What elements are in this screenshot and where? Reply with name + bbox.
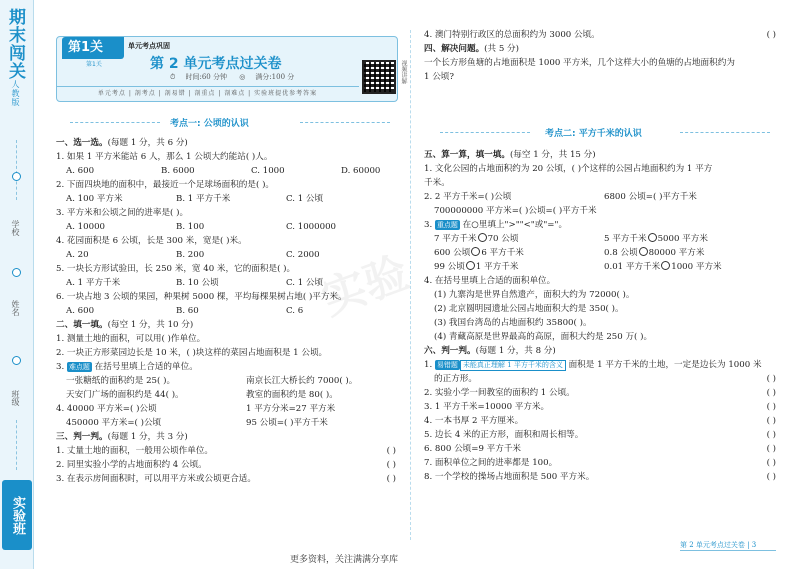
fill-item: 2. 2 平方千米=( )公顷	[424, 192, 512, 202]
compare-circle[interactable]	[639, 247, 648, 256]
compare-right: 5 平方千米 5000 平方米	[604, 234, 708, 244]
section-title: 四、解决问题。	[424, 44, 485, 54]
judge-item	[56, 458, 396, 472]
compare-right: 0.01 平方千米 1000 平方米	[604, 262, 722, 272]
series-title: 期末闯关人教版	[5, 8, 25, 107]
question: 1. 如果 1 平方米能站 6 人，那么 1 公顷大约能站( )人。	[56, 152, 273, 162]
school-field-label: 学校	[11, 220, 20, 236]
judge-text: 3. 在表示房间面积时，可以用平方米或公顷更合适。	[56, 474, 256, 484]
section-heading-kp2: 考点二: 平方千米的认识	[545, 129, 642, 139]
badge-small: 第1关	[86, 61, 102, 68]
fill-item: 一张糖纸的面积约是 25( )。	[66, 376, 176, 386]
section-title: 五、算一算，填一填。	[424, 150, 510, 160]
compare-circle[interactable]	[661, 261, 670, 270]
problem-text: 一个长方形鱼塘的占地面积是 1000 平方米，几个这样大小的鱼塘的占地面积约为	[424, 58, 735, 68]
judge-item	[424, 414, 776, 428]
answer-blank[interactable]: ( )	[766, 402, 776, 412]
right-column-lower	[424, 148, 776, 484]
judge-item	[424, 386, 776, 400]
section-points: (每题 1 分，共 6 分)	[107, 138, 188, 148]
option: C. 1 公顷	[286, 278, 324, 288]
judge-item	[56, 472, 396, 486]
class-field-label: 班级	[11, 390, 20, 406]
answer-blank[interactable]: ( )	[766, 472, 776, 482]
question: 1. 文化公园的占地面积约为 20 公顷，( )个这样的公园占地面积约为 1 平方	[424, 164, 713, 174]
section-points: (每空 1 分，共 15 分)	[509, 150, 596, 160]
judge-item	[56, 444, 396, 458]
full-score: 满分:100 分	[255, 73, 295, 81]
option: C. 1000000	[286, 222, 337, 232]
binding-hole	[12, 356, 21, 365]
judge-item	[424, 442, 776, 456]
options-row	[56, 220, 396, 234]
judge-text: 7. 面积单位之间的进率都是 100。	[424, 458, 558, 468]
answer-blank[interactable]: ( )	[386, 460, 396, 470]
level-badge: 第1关	[62, 37, 124, 59]
binding-hole	[12, 172, 21, 181]
compare-row	[424, 232, 776, 246]
question: 5. 一块长方形试验田，长 250 米，宽 40 米，它的面积是( )。	[56, 264, 296, 274]
fill-row	[56, 374, 396, 388]
option: A. 20	[66, 250, 89, 260]
page-footer-tag: 第 2 单元考点过关卷 | 3	[680, 540, 776, 551]
compare-circle[interactable]	[478, 233, 487, 242]
judge-text: 的正方形。	[434, 374, 477, 384]
option: B. 100	[176, 222, 205, 232]
option: C. 1 公顷	[286, 194, 324, 204]
judge-text: 4. 一本书厚 2 平方厘米。	[424, 416, 524, 426]
option: B. 10 公顷	[176, 278, 219, 288]
answer-blank[interactable]: ( )	[386, 474, 396, 484]
option: B. 60	[176, 306, 199, 316]
watermark: 实验	[315, 247, 416, 326]
option: A. 600	[66, 306, 95, 316]
divider	[70, 122, 160, 123]
fill-item: 450000 平方米=( )公顷	[66, 418, 162, 428]
left-column	[56, 136, 396, 486]
page-title: 第 2 单元考点过关卷	[150, 56, 282, 72]
question-text: 在括号里填上合适的单位。	[94, 362, 198, 372]
question: 4. 花园面积是 6 公顷，长是 300 米，宽是( )米。	[56, 236, 247, 246]
fill-row	[56, 402, 396, 416]
fill-item: (1) 九寨沟是世界自然遗产，面积大约为 72000( )。	[434, 290, 635, 300]
compare-left: 99 公顷 1 平方千米	[434, 262, 519, 272]
option: C. 2000	[286, 250, 320, 260]
compare-circle[interactable]	[648, 233, 657, 242]
divider	[16, 140, 17, 200]
judge-text: 面积是 1 平方千米的土地，一定是边长为 1000 米	[568, 360, 762, 370]
judge-item	[424, 372, 776, 386]
judge-item	[424, 400, 776, 414]
left-sidebar	[0, 0, 34, 569]
question: 2. 一块正方形菜园边长是 10 米，( )块这样的菜园占地面积是 1 公顷。	[56, 348, 328, 358]
options-row	[56, 192, 396, 206]
fill-item: (4) 青藏高原是世界最高的高原，面积大约是 250 万( )。	[434, 332, 653, 342]
clock-icon: ⏱	[170, 73, 176, 81]
question: 1. 测量土地的面积，可以用( )作单位。	[56, 334, 206, 344]
page-number: 3	[751, 541, 757, 549]
divider	[680, 132, 770, 133]
section-title: 一、选一选。	[56, 138, 108, 148]
fill-item: 4. 40000 平方米=( )公顷	[56, 404, 157, 414]
question: 3. 重点题 在○里填上">""<"或"="。	[424, 220, 568, 230]
fill-item: 教室的面积约是 80( )。	[246, 390, 338, 400]
qr-label: 视频讲解	[400, 60, 407, 84]
judge-text: 6. 800 公顷=9 平方千米	[424, 444, 522, 454]
option: C. 1000	[251, 166, 285, 176]
answer-blank[interactable]: ( )	[766, 458, 776, 468]
section-title: 三、判一判。	[56, 432, 108, 442]
question: 6. 一块占地 3 公顷的果园，种果树 5000 棵，平均每棵果树占地( )平方米。	[56, 292, 347, 302]
judge-item: 1. 易错题 未能真正理解 1 平方千米的含义 面积是 1 平方千米的土地，一定是边长为 1000 米	[424, 360, 762, 370]
option: A. 10000	[66, 222, 106, 232]
answer-blank[interactable]: ( )	[766, 30, 776, 40]
option: A. 1 平方千米	[66, 278, 121, 288]
judge-text: 2. 同里实验小学的占地面积约 4 公顷。	[56, 460, 207, 470]
option: C. 6	[286, 306, 304, 316]
fill-row	[424, 190, 776, 204]
name-field-label: 姓名	[11, 300, 20, 316]
divider	[440, 132, 530, 133]
answer-blank[interactable]: ( )	[766, 444, 776, 454]
question: 4. 在括号里填上合适的面积单位。	[424, 276, 556, 286]
options-row	[56, 304, 396, 318]
judge-text: 4. 澳门特别行政区的总面积约为 3000 公顷。	[424, 30, 600, 40]
fill-item: 700000000 平方米=( )公顷=( )平方千米	[434, 206, 597, 216]
footer-title: 第 2 单元考点过关卷	[680, 541, 745, 549]
section-title: 六、判一判。	[424, 346, 476, 356]
compare-right: 0.8 公顷 80000 平方米	[604, 248, 705, 258]
judge-text: 3. 1 平方千米=10000 平方米。	[424, 402, 550, 412]
time-limit: 时间:60 分钟	[185, 73, 227, 81]
difficulty-tag: 难点题	[68, 363, 90, 371]
option: B. 1 平方千米	[176, 194, 231, 204]
divider	[300, 122, 390, 123]
divider	[16, 420, 17, 470]
difficulty-tag: 重点题	[436, 221, 458, 229]
fill-item: (3) 我国台湾岛的占地面积约 35800( )。	[434, 318, 592, 328]
compare-row	[424, 246, 776, 260]
fill-row	[56, 416, 396, 430]
qr-code-icon[interactable]	[362, 60, 396, 94]
answer-blank[interactable]: ( )	[386, 446, 396, 456]
judge-item	[424, 428, 776, 442]
error-hint-tag: 未能真正理解 1 平方千米的含义	[460, 360, 566, 371]
answer-blank[interactable]: ( )	[766, 388, 776, 398]
question-text: 在○里填上">""<"或"="。	[462, 220, 568, 230]
compare-circle[interactable]	[471, 247, 480, 256]
options-row	[56, 164, 396, 178]
question: 千米。	[424, 178, 450, 188]
option: A. 600	[66, 166, 95, 176]
judge-text: 1. 丈量土地的面积，一般用公顷作单位。	[56, 446, 214, 456]
fill-item: 6800 公顷=( )平方千米	[604, 192, 697, 202]
binding-hole	[12, 268, 21, 277]
compare-row	[424, 260, 776, 274]
section-heading-kp1: 考点一: 公顷的认识	[170, 119, 249, 129]
option: D. 60000	[341, 166, 381, 176]
right-column	[424, 28, 776, 84]
judge-item	[424, 456, 776, 470]
section-points: (每空 1 分，共 10 分)	[107, 320, 194, 330]
section-title: 二、填一填。	[56, 320, 108, 330]
fill-item: 南京长江大桥长约 7000( )。	[246, 376, 358, 386]
judge-item	[424, 470, 776, 484]
brand-logo: 实验班	[2, 480, 32, 550]
fill-item: 95 公顷=( )平方千米	[246, 418, 328, 428]
options-row	[56, 276, 396, 290]
options-row	[56, 248, 396, 262]
fill-row	[56, 388, 396, 402]
section-points: (共 5 分)	[484, 44, 519, 54]
judge-text: 2. 实验小学一间教室的面积约 1 公顷。	[424, 388, 575, 398]
option: A. 100 平方米	[66, 194, 123, 204]
compare-left: 600 公顷 6 平方千米	[434, 248, 524, 258]
compare-left: 7 平方千米 70 公顷	[434, 234, 519, 244]
judge-item	[424, 28, 776, 42]
question: 3. 难点题 在括号里填上合适的单位。	[56, 362, 198, 372]
option: B. 6000	[161, 166, 195, 176]
option: B. 200	[176, 250, 205, 260]
fill-item: 1 平方分米=27 平方米	[246, 404, 336, 414]
score-icon: ◎	[239, 73, 246, 81]
header-strip: 单元考点 | 剖考点 | 剖易错 | 剖重点 | 剖难点 | 实验班提优参考答案	[56, 86, 359, 100]
column-divider	[410, 30, 411, 540]
answer-blank[interactable]: ( )	[766, 416, 776, 426]
compare-circle[interactable]	[466, 261, 475, 270]
section-points: (每题 1 分，共 8 分)	[475, 346, 556, 356]
fill-item: (2) 北京圆明园遗址公园占地面积大约是 350( )。	[434, 304, 624, 314]
judge-text: 8. 一个学校的操场占地面积是 500 平方米。	[424, 472, 595, 482]
fill-item: 天安门广场的面积约是 44( )。	[66, 390, 184, 400]
badge-subtitle: 单元考点巩固	[128, 42, 170, 50]
section-points: (每题 1 分，共 3 分)	[107, 432, 188, 442]
answer-blank[interactable]: ( )	[766, 374, 776, 384]
difficulty-tag: 易错题	[436, 361, 458, 369]
judge-text: 5. 边长 4 米的正方形，面积和周长相等。	[424, 430, 584, 440]
exam-meta	[170, 72, 304, 82]
question: 2. 下面四块地的面积中，最接近一个足球场面积的是( )。	[56, 180, 275, 190]
footer-note: 更多资料，关注满满分享库	[290, 555, 399, 565]
question: 3. 平方米和公顷之间的进率是( )。	[56, 208, 189, 218]
problem-text: 1 公顷?	[424, 72, 454, 82]
answer-blank[interactable]: ( )	[766, 430, 776, 440]
